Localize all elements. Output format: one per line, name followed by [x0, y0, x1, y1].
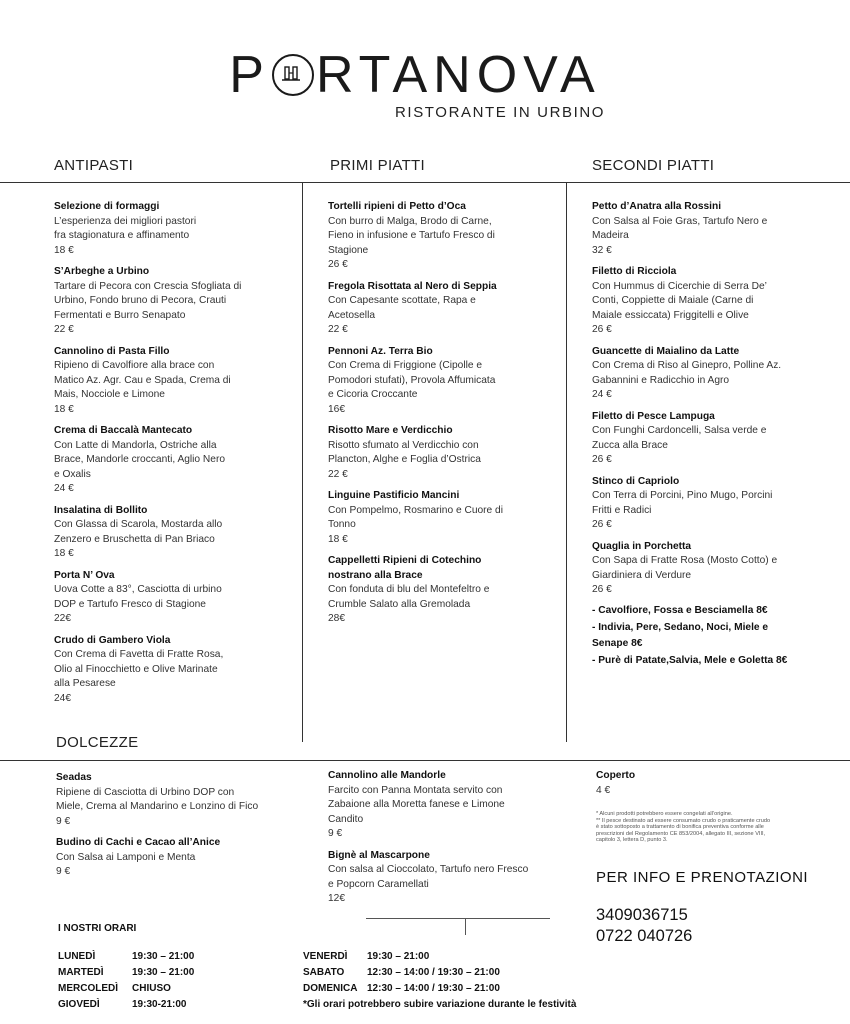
hours-left: [58, 949, 298, 1013]
hours-row: [303, 965, 603, 981]
dish-price: 24 €: [592, 389, 612, 400]
dish-description: Risotto sfumato al Verdicchio con Plancton, Alghe e Foglia d’Ostrica: [328, 439, 481, 465]
section-title-dolcezze: DOLCEZZE: [56, 734, 139, 751]
menu-item: [54, 265, 294, 338]
dish-name: Guancette di Maialino da Latte: [592, 345, 740, 357]
dish-description: Con Sapa di Fratte Rosa (Mosto Cotto) e Giardiniera di Verdure: [592, 555, 778, 581]
menu-item: [592, 540, 842, 598]
dish-price: 18 €: [54, 244, 74, 256]
dolci-right-list: [328, 769, 568, 914]
hours-time: 12:30 – 14:00 / 19:30 – 21:00: [367, 983, 500, 994]
brand-logo: [0, 45, 840, 105]
menu-item: [54, 424, 294, 497]
menu-item: [592, 200, 842, 258]
hours-day: DOMENICA: [303, 983, 358, 994]
dish-name: Cappelletti Ripieni di Cotechino nostrano alla Brace: [328, 555, 482, 581]
menu-item: [592, 475, 842, 533]
dish-price: 12€: [328, 893, 345, 904]
side-dish: - Cavolfiore, Fossa e Besciamella 8€: [592, 605, 768, 616]
dish-name: Quaglia in Porchetta: [592, 540, 692, 552]
dish-name: Crema di Baccalà Mantecato: [54, 425, 193, 436]
dish-price: 26 €: [592, 519, 612, 530]
menu-item: [56, 836, 296, 880]
hours-time: 19:30 – 21:00: [367, 951, 430, 962]
dish-name: Bignè al Mascarpone: [328, 849, 430, 861]
column-divider-left: [302, 182, 303, 742]
dish-description: Con salsa al Cioccolato, Tartufo nero Fresco e Popcorn Caramellati: [328, 864, 529, 890]
dish-price: 9 €: [56, 815, 71, 827]
menu-item: [328, 345, 560, 418]
dish-description: Ripieno di Cavolfiore alla brace con Matico Az. Agr. Cau e Spada, Crema di Mais, Nocciole e Limone: [54, 360, 231, 400]
hours-time: 19:30 – 21:00: [132, 967, 195, 978]
dish-name: Petto d’Anatra alla Rossini: [592, 201, 722, 212]
brand-text-left: P: [229, 46, 270, 104]
dish-price: 22 €: [328, 468, 348, 480]
hours-day: SABATO: [303, 967, 345, 978]
dolcezze-divider: [0, 760, 850, 761]
dish-price: 9 €: [328, 828, 343, 839]
hours-row: [58, 997, 298, 1013]
dish-name: Filetto di Pesce Lampuga: [592, 410, 715, 422]
dish-price: 26 €: [328, 259, 348, 270]
section-title-antipasti: ANTIPASTI: [54, 157, 134, 174]
dish-description: Con Glassa di Scarola, Mostarda allo Zenzero e Bruschetta di Pan Briaco: [54, 519, 223, 545]
dish-name: Fregola Risottata al Nero di Seppia: [328, 280, 497, 292]
dish-name: Insalatina di Bollito: [54, 504, 148, 516]
hours-right: [303, 949, 603, 997]
menu-item: [592, 345, 842, 403]
dish-description: L’esperienza dei migliori pastori fra stagionatura e affinamento: [54, 215, 197, 241]
dish-price: 22 €: [328, 324, 348, 335]
dish-name: Filetto di Ricciola: [592, 266, 677, 277]
dish-description: Con Latte di Mandorla, Ostriche alla Brace, Mandorle croccanti, Aglio Nero e Oxalis: [54, 439, 226, 480]
hours-row: [303, 949, 603, 965]
dish-price: 26 €: [592, 454, 612, 465]
tower-logo-icon: [272, 54, 314, 96]
dish-name: Crudo di Gambero Viola: [54, 634, 171, 646]
dish-name: Pennoni Az. Terra Bio: [328, 345, 433, 357]
menu-item: [54, 569, 294, 627]
dish-price: 22€: [54, 613, 71, 624]
menu-item: [328, 424, 560, 482]
dish-price: 28€: [328, 613, 345, 624]
phone-list: [596, 905, 692, 947]
dish-description: Con Salsa al Foie Gras, Tartufo Nero e Madeira: [592, 215, 768, 241]
dish-price: 26 €: [592, 324, 612, 335]
restaurant-subtitle: RISTORANTE IN URBINO: [395, 104, 606, 121]
hours-title: I NOSTRI ORARI: [58, 923, 137, 934]
dish-name: Seadas: [56, 772, 92, 783]
hours-day: MARTEDÌ: [58, 967, 104, 978]
contorni-list: [592, 603, 842, 669]
decorative-divider: [366, 918, 550, 919]
section-title-secondi: SECONDI PIATTI: [592, 157, 715, 174]
primi-list: [328, 200, 560, 634]
allergen-footnote: * Alcuni prodotti potrebbero essere congelati all’origine. ** Il pesce destinato ad essere consumato crudo o praticamente crudo è stato sottoposto a trattamento di bonifica preventiva conforme alle prescrizioni del Regolamento CE 853/2004, allegato III, sezione VIII, capitolo 3, lettera D, punto 3.: [596, 811, 771, 843]
dish-name: Cannolino alle Mandorle: [328, 770, 446, 781]
menu-item: [54, 200, 294, 258]
section-title-primi: PRIMI PIATTI: [330, 157, 425, 174]
menu-item: [56, 771, 296, 829]
menu-item: [328, 849, 568, 907]
dish-description: Ripiene di Casciotta di Urbino DOP con Miele, Crema al Mandarino e Lonzino di Fico: [56, 786, 259, 812]
dish-name: Stinco di Capriolo: [592, 475, 680, 487]
hours-time: 19:30-21:00: [132, 999, 187, 1010]
secondi-list: [592, 200, 842, 605]
menu-item: [328, 200, 560, 273]
dish-description: Con Funghi Cardoncelli, Salsa verde e Zucca alla Brace: [592, 425, 767, 451]
dish-name: Cannolino di Pasta Fillo: [54, 345, 170, 357]
hours-day: VENERDÌ: [303, 951, 348, 962]
dish-description: Con Crema di Riso al Ginepro, Polline Az. Gabannini e Radicchio in Agro: [592, 360, 782, 386]
phone-mobile[interactable]: 3409036715: [596, 906, 688, 924]
antipasti-list: [54, 200, 294, 713]
hours-row: [58, 965, 298, 981]
dish-description: Con Terra di Porcini, Pino Mugo, Porcini Fritti e Radici: [592, 490, 773, 516]
dish-name: Budino di Cachi e Cacao all’Anice: [56, 837, 221, 848]
dish-description: Con Capesante scottate, Rapa e Acetosella: [328, 295, 476, 321]
dish-description: Con Pompelmo, Rosmarino e Cuore di Tonno: [328, 504, 503, 530]
dish-price: 18 €: [54, 548, 74, 559]
hours-row: [58, 981, 298, 997]
dish-price: 18 €: [54, 403, 74, 415]
dish-name: Tortelli ripieni di Petto d’Oca: [328, 201, 466, 212]
dish-price: 32 €: [592, 244, 612, 256]
menu-item: [328, 280, 560, 338]
menu-item: [328, 769, 568, 842]
dish-price: 26 €: [592, 584, 612, 595]
coperto: [596, 769, 836, 805]
dish-price: 18 €: [328, 533, 348, 545]
hours-time: 19:30 – 21:00: [132, 951, 195, 962]
menu-item: [592, 410, 842, 468]
dish-description: Con Crema di Friggione (Cipolle e Pomodori stufati), Provola Affumicata e Cicoria Croccante: [328, 360, 496, 400]
hours-day: LUNEDÌ: [58, 951, 96, 962]
info-title: PER INFO E PRENOTAZIONI: [596, 869, 809, 886]
menu-item: [592, 265, 842, 338]
dish-price: 24 €: [54, 483, 74, 494]
menu-item: [328, 554, 560, 627]
menu-item: [54, 634, 294, 707]
dish-name: Linguine Pastificio Mancini: [328, 490, 460, 501]
menu-item: [54, 504, 294, 562]
hours-time: 12:30 – 14:00 / 19:30 – 21:00: [367, 967, 500, 978]
menu-item: [328, 489, 560, 547]
coperto-price: 4 €: [596, 784, 611, 796]
brand-text-right: RTANOVA: [315, 46, 601, 104]
dish-description: Uova Cotte a 83°, Casciotta di urbino DOP e Tartufo Fresco di Stagione: [54, 584, 222, 610]
dish-price: 16€: [328, 403, 345, 415]
dish-description: Tartare di Pecora con Crescia Sfogliata di Urbino, Fondo bruno di Pecora, Crauti Fermentati e Burro Senapato: [54, 280, 242, 321]
side-dish: - Indivia, Pere, Sedano, Noci, Miele e Senape 8€: [592, 621, 769, 649]
phone-landline[interactable]: 0722 040726: [596, 927, 693, 945]
hours-row: [303, 981, 603, 997]
side-dish: - Purè di Patate,Salvia, Mele e Goletta 8€: [592, 654, 788, 666]
dish-description: Con Hummus di Cicerchie di Serra De’ Conti, Coppiette di Maiale (Carne di Maiale essiccata) Friggitelli e Olive: [592, 280, 767, 321]
hours-row: [58, 949, 298, 965]
dish-name: Selezione di formaggi: [54, 201, 160, 212]
dish-name: Porta N’ Ova: [54, 569, 115, 581]
coperto-name: Coperto: [596, 770, 636, 781]
decorative-divider-stem: [465, 918, 466, 935]
dish-description: Con Salsa ai Lamponi e Menta: [56, 851, 196, 863]
hours-day: MERCOLEDÌ: [58, 983, 118, 994]
dish-name: S’Arbeghe a Urbino: [54, 266, 150, 277]
dish-description: Con burro di Malga, Brodo di Carne, Fieno in infusione e Tartufo Fresco di Stagione: [328, 215, 495, 256]
dish-price: 22 €: [54, 324, 74, 335]
dish-name: Risotto Mare e Verdicchio: [328, 425, 453, 436]
hours-day: GIOVEDÌ: [58, 999, 100, 1010]
dish-description: Con Crema di Favetta di Fratte Rosa, Olio al Finocchietto e Olive Marinate alla Pesarese: [54, 649, 224, 689]
column-divider-right: [566, 182, 567, 742]
dish-price: 9 €: [56, 866, 71, 877]
dish-price: 24€: [54, 692, 71, 704]
menu-item: [54, 345, 294, 418]
dolci-left-list: [56, 771, 296, 887]
hours-note: *Gli orari potrebbero subire variazione durante le festività: [303, 999, 577, 1010]
dish-description: Farcito con Panna Montata servito con Zabaione alla Moretta fanese e Limone Candito: [328, 784, 505, 825]
dish-description: Con fonduta di blu del Montefeltro e Crumble Salato alla Gremolada: [328, 584, 490, 610]
header-divider: [0, 182, 850, 183]
hours-time: CHIUSO: [132, 983, 171, 994]
